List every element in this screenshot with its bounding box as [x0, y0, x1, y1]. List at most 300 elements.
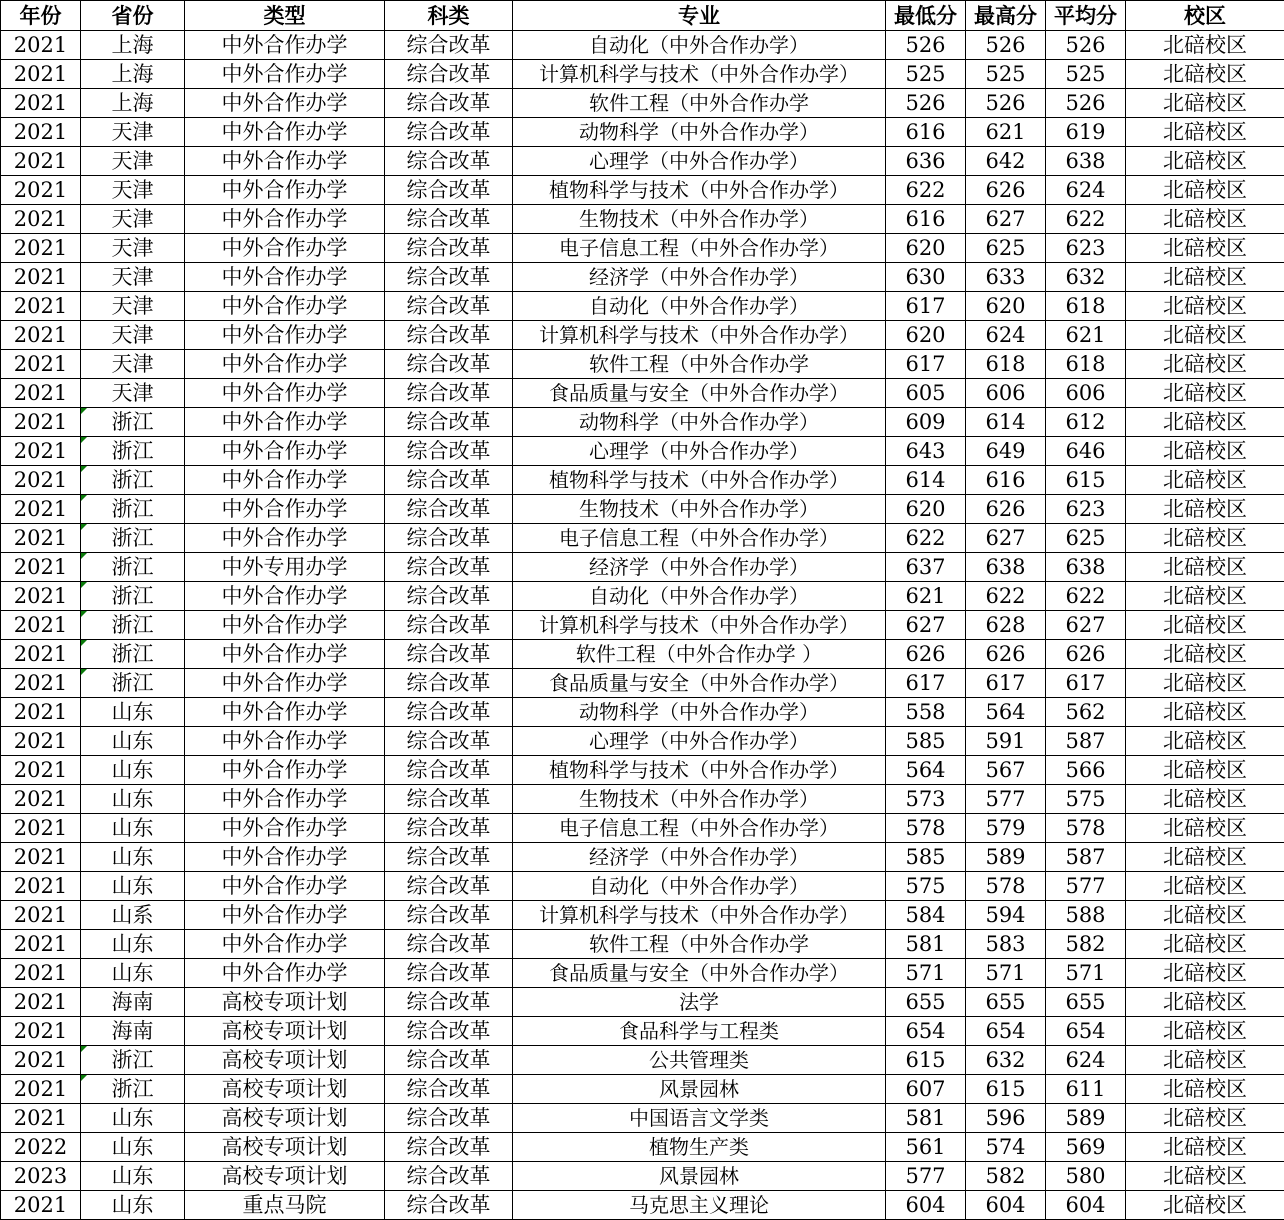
cell-max-score[interactable]: 526: [966, 31, 1046, 60]
cell-major[interactable]: 电子信息工程（中外合作办学）: [513, 234, 886, 263]
cell-year[interactable]: 2021: [1, 698, 81, 727]
cell-max-score[interactable]: 655: [966, 988, 1046, 1017]
cell-type[interactable]: 高校专项计划: [185, 1075, 385, 1104]
cell-type[interactable]: 高校专项计划: [185, 988, 385, 1017]
cell-major[interactable]: 经济学（中外合作办学）: [513, 553, 886, 582]
cell-campus[interactable]: 北碚校区: [1126, 89, 1284, 118]
cell-min-score[interactable]: 564: [886, 756, 966, 785]
cell-province[interactable]: 天津: [81, 263, 185, 292]
cell-province[interactable]: 天津: [81, 379, 185, 408]
cell-province[interactable]: 上海: [81, 60, 185, 89]
cell-category[interactable]: 综合改革: [385, 1162, 513, 1191]
cell-max-score[interactable]: 626: [966, 176, 1046, 205]
cell-campus[interactable]: 北碚校区: [1126, 553, 1284, 582]
cell-major[interactable]: 法学: [513, 988, 886, 1017]
cell-type[interactable]: 中外合作办学: [185, 292, 385, 321]
cell-year[interactable]: 2021: [1, 147, 81, 176]
cell-min-score[interactable]: 620: [886, 495, 966, 524]
cell-year[interactable]: 2021: [1, 118, 81, 147]
cell-avg-score[interactable]: 622: [1046, 205, 1126, 234]
cell-year[interactable]: 2021: [1, 1075, 81, 1104]
cell-province[interactable]: 浙江: [81, 611, 185, 640]
cell-major[interactable]: 马克思主义理论: [513, 1191, 886, 1220]
cell-category[interactable]: 综合改革: [385, 611, 513, 640]
cell-max-score[interactable]: 574: [966, 1133, 1046, 1162]
cell-type[interactable]: 中外合作办学: [185, 843, 385, 872]
cell-type[interactable]: 中外合作办学: [185, 756, 385, 785]
cell-category[interactable]: 综合改革: [385, 814, 513, 843]
cell-min-score[interactable]: 616: [886, 205, 966, 234]
cell-min-score[interactable]: 617: [886, 292, 966, 321]
cell-year[interactable]: 2021: [1, 1046, 81, 1075]
cell-type[interactable]: 高校专项计划: [185, 1046, 385, 1075]
cell-max-score[interactable]: 627: [966, 205, 1046, 234]
cell-category[interactable]: 综合改革: [385, 1046, 513, 1075]
cell-province[interactable]: 山东: [81, 727, 185, 756]
cell-category[interactable]: 综合改革: [385, 321, 513, 350]
cell-major[interactable]: 公共管理类: [513, 1046, 886, 1075]
cell-max-score[interactable]: 622: [966, 582, 1046, 611]
cell-year[interactable]: 2021: [1, 640, 81, 669]
cell-province[interactable]: 山东: [81, 1191, 185, 1220]
cell-category[interactable]: 综合改革: [385, 698, 513, 727]
cell-avg-score[interactable]: 638: [1046, 553, 1126, 582]
cell-year[interactable]: 2021: [1, 785, 81, 814]
cell-category[interactable]: 综合改革: [385, 147, 513, 176]
cell-min-score[interactable]: 605: [886, 379, 966, 408]
cell-category[interactable]: 综合改革: [385, 234, 513, 263]
cell-province[interactable]: 天津: [81, 292, 185, 321]
cell-province[interactable]: 天津: [81, 350, 185, 379]
cell-avg-score[interactable]: 624: [1046, 1046, 1126, 1075]
cell-campus[interactable]: 北碚校区: [1126, 379, 1284, 408]
cell-max-score[interactable]: 654: [966, 1017, 1046, 1046]
cell-max-score[interactable]: 579: [966, 814, 1046, 843]
cell-year[interactable]: 2021: [1, 872, 81, 901]
cell-year[interactable]: 2021: [1, 901, 81, 930]
cell-major[interactable]: 计算机科学与技术（中外合作办学）: [513, 321, 886, 350]
cell-category[interactable]: 综合改革: [385, 466, 513, 495]
cell-category[interactable]: 综合改革: [385, 1075, 513, 1104]
cell-province[interactable]: 山东: [81, 1162, 185, 1191]
cell-campus[interactable]: 北碚校区: [1126, 60, 1284, 89]
cell-province[interactable]: 浙江: [81, 669, 185, 698]
cell-campus[interactable]: 北碚校区: [1126, 1104, 1284, 1133]
cell-min-score[interactable]: 630: [886, 263, 966, 292]
cell-year[interactable]: 2021: [1, 234, 81, 263]
cell-max-score[interactable]: 526: [966, 89, 1046, 118]
cell-province[interactable]: 山东: [81, 930, 185, 959]
cell-major[interactable]: 风景园林: [513, 1075, 886, 1104]
cell-min-score[interactable]: 637: [886, 553, 966, 582]
cell-year[interactable]: 2021: [1, 176, 81, 205]
cell-min-score[interactable]: 617: [886, 669, 966, 698]
cell-category[interactable]: 综合改革: [385, 785, 513, 814]
cell-max-score[interactable]: 625: [966, 234, 1046, 263]
cell-year[interactable]: 2021: [1, 988, 81, 1017]
cell-campus[interactable]: 北碚校区: [1126, 1046, 1284, 1075]
cell-province[interactable]: 浙江: [81, 582, 185, 611]
cell-category[interactable]: 综合改革: [385, 263, 513, 292]
cell-campus[interactable]: 北碚校区: [1126, 698, 1284, 727]
cell-province[interactable]: 山东: [81, 756, 185, 785]
cell-major[interactable]: 电子信息工程（中外合作办学）: [513, 814, 886, 843]
cell-max-score[interactable]: 638: [966, 553, 1046, 582]
header-campus[interactable]: 校区: [1126, 1, 1284, 31]
cell-campus[interactable]: 北碚校区: [1126, 1133, 1284, 1162]
cell-province[interactable]: 天津: [81, 321, 185, 350]
cell-type[interactable]: 重点马院: [185, 1191, 385, 1220]
cell-type[interactable]: 中外合作办学: [185, 582, 385, 611]
cell-type[interactable]: 中外合作办学: [185, 901, 385, 930]
cell-province[interactable]: 浙江: [81, 1075, 185, 1104]
cell-campus[interactable]: 北碚校区: [1126, 930, 1284, 959]
cell-category[interactable]: 综合改革: [385, 495, 513, 524]
cell-avg-score[interactable]: 604: [1046, 1191, 1126, 1220]
cell-max-score[interactable]: 628: [966, 611, 1046, 640]
cell-campus[interactable]: 北碚校区: [1126, 205, 1284, 234]
cell-min-score[interactable]: 620: [886, 321, 966, 350]
cell-max-score[interactable]: 578: [966, 872, 1046, 901]
cell-avg-score[interactable]: 606: [1046, 379, 1126, 408]
cell-min-score[interactable]: 622: [886, 176, 966, 205]
cell-province[interactable]: 上海: [81, 31, 185, 60]
cell-province[interactable]: 天津: [81, 234, 185, 263]
cell-avg-score[interactable]: 578: [1046, 814, 1126, 843]
cell-avg-score[interactable]: 577: [1046, 872, 1126, 901]
cell-type[interactable]: 中外合作办学: [185, 31, 385, 60]
cell-max-score[interactable]: 615: [966, 1075, 1046, 1104]
cell-max-score[interactable]: 564: [966, 698, 1046, 727]
cell-major[interactable]: 中国语言文学类: [513, 1104, 886, 1133]
cell-category[interactable]: 综合改革: [385, 31, 513, 60]
cell-avg-score[interactable]: 526: [1046, 89, 1126, 118]
cell-category[interactable]: 综合改革: [385, 205, 513, 234]
cell-major[interactable]: 自动化（中外合作办学）: [513, 31, 886, 60]
cell-avg-score[interactable]: 582: [1046, 930, 1126, 959]
cell-max-score[interactable]: 618: [966, 350, 1046, 379]
cell-province[interactable]: 天津: [81, 147, 185, 176]
cell-category[interactable]: 综合改革: [385, 524, 513, 553]
cell-province[interactable]: 山东: [81, 785, 185, 814]
cell-avg-score[interactable]: 566: [1046, 756, 1126, 785]
cell-campus[interactable]: 北碚校区: [1126, 1162, 1284, 1191]
cell-avg-score[interactable]: 525: [1046, 60, 1126, 89]
cell-type[interactable]: 高校专项计划: [185, 1162, 385, 1191]
cell-category[interactable]: 综合改革: [385, 901, 513, 930]
cell-category[interactable]: 综合改革: [385, 872, 513, 901]
cell-min-score[interactable]: 581: [886, 1104, 966, 1133]
cell-campus[interactable]: 北碚校区: [1126, 872, 1284, 901]
cell-max-score[interactable]: 577: [966, 785, 1046, 814]
cell-category[interactable]: 综合改革: [385, 640, 513, 669]
cell-year[interactable]: 2021: [1, 379, 81, 408]
cell-year[interactable]: 2021: [1, 669, 81, 698]
header-category[interactable]: 科类: [385, 1, 513, 31]
cell-max-score[interactable]: 604: [966, 1191, 1046, 1220]
cell-type[interactable]: 中外合作办学: [185, 785, 385, 814]
cell-max-score[interactable]: 624: [966, 321, 1046, 350]
cell-max-score[interactable]: 616: [966, 466, 1046, 495]
cell-min-score[interactable]: 622: [886, 524, 966, 553]
cell-avg-score[interactable]: 623: [1046, 495, 1126, 524]
cell-year[interactable]: 2022: [1, 1133, 81, 1162]
cell-max-score[interactable]: 626: [966, 495, 1046, 524]
cell-min-score[interactable]: 585: [886, 727, 966, 756]
cell-type[interactable]: 中外合作办学: [185, 495, 385, 524]
cell-province[interactable]: 山东: [81, 698, 185, 727]
cell-min-score[interactable]: 526: [886, 31, 966, 60]
cell-category[interactable]: 综合改革: [385, 89, 513, 118]
cell-type[interactable]: 中外合作办学: [185, 147, 385, 176]
cell-year[interactable]: 2021: [1, 756, 81, 785]
cell-year[interactable]: 2021: [1, 814, 81, 843]
cell-avg-score[interactable]: 623: [1046, 234, 1126, 263]
cell-max-score[interactable]: 583: [966, 930, 1046, 959]
cell-type[interactable]: 中外合作办学: [185, 408, 385, 437]
cell-avg-score[interactable]: 655: [1046, 988, 1126, 1017]
cell-min-score[interactable]: 604: [886, 1191, 966, 1220]
cell-year[interactable]: 2021: [1, 437, 81, 466]
cell-year[interactable]: 2021: [1, 1191, 81, 1220]
cell-max-score[interactable]: 594: [966, 901, 1046, 930]
cell-min-score[interactable]: 627: [886, 611, 966, 640]
cell-avg-score[interactable]: 617: [1046, 669, 1126, 698]
cell-campus[interactable]: 北碚校区: [1126, 31, 1284, 60]
cell-year[interactable]: 2021: [1, 408, 81, 437]
cell-type[interactable]: 中外合作办学: [185, 727, 385, 756]
cell-min-score[interactable]: 575: [886, 872, 966, 901]
cell-major[interactable]: 食品质量与安全（中外合作办学）: [513, 379, 886, 408]
cell-major[interactable]: 食品质量与安全（中外合作办学）: [513, 669, 886, 698]
cell-year[interactable]: 2021: [1, 582, 81, 611]
cell-max-score[interactable]: 567: [966, 756, 1046, 785]
cell-major[interactable]: 动物科学（中外合作办学）: [513, 408, 886, 437]
cell-type[interactable]: 中外合作办学: [185, 350, 385, 379]
cell-avg-score[interactable]: 562: [1046, 698, 1126, 727]
cell-campus[interactable]: 北碚校区: [1126, 292, 1284, 321]
cell-major[interactable]: 经济学（中外合作办学）: [513, 843, 886, 872]
cell-max-score[interactable]: 626: [966, 640, 1046, 669]
cell-type[interactable]: 高校专项计划: [185, 1017, 385, 1046]
cell-province[interactable]: 上海: [81, 89, 185, 118]
cell-year[interactable]: 2021: [1, 31, 81, 60]
cell-type[interactable]: 中外专用办学: [185, 553, 385, 582]
cell-campus[interactable]: 北碚校区: [1126, 756, 1284, 785]
cell-type[interactable]: 中外合作办学: [185, 118, 385, 147]
cell-avg-score[interactable]: 589: [1046, 1104, 1126, 1133]
cell-min-score[interactable]: 616: [886, 118, 966, 147]
cell-avg-score[interactable]: 632: [1046, 263, 1126, 292]
cell-avg-score[interactable]: 638: [1046, 147, 1126, 176]
cell-year[interactable]: 2021: [1, 727, 81, 756]
cell-major[interactable]: 计算机科学与技术（中外合作办学）: [513, 901, 886, 930]
header-max-score[interactable]: 最高分: [966, 1, 1046, 31]
cell-major[interactable]: 生物技术（中外合作办学）: [513, 495, 886, 524]
cell-province[interactable]: 山东: [81, 843, 185, 872]
cell-year[interactable]: 2021: [1, 466, 81, 495]
cell-major[interactable]: 动物科学（中外合作办学）: [513, 698, 886, 727]
cell-year[interactable]: 2021: [1, 60, 81, 89]
cell-min-score[interactable]: 584: [886, 901, 966, 930]
cell-category[interactable]: 综合改革: [385, 756, 513, 785]
cell-major[interactable]: 风景园林: [513, 1162, 886, 1191]
cell-avg-score[interactable]: 626: [1046, 640, 1126, 669]
cell-major[interactable]: 生物技术（中外合作办学）: [513, 205, 886, 234]
header-type[interactable]: 类型: [185, 1, 385, 31]
cell-category[interactable]: 综合改革: [385, 1104, 513, 1133]
header-province[interactable]: 省份: [81, 1, 185, 31]
cell-max-score[interactable]: 621: [966, 118, 1046, 147]
cell-max-score[interactable]: 591: [966, 727, 1046, 756]
cell-type[interactable]: 中外合作办学: [185, 669, 385, 698]
cell-category[interactable]: 综合改革: [385, 292, 513, 321]
cell-type[interactable]: 高校专项计划: [185, 1133, 385, 1162]
cell-major[interactable]: 软件工程（中外合作办学: [513, 930, 886, 959]
cell-category[interactable]: 综合改革: [385, 437, 513, 466]
cell-year[interactable]: 2021: [1, 611, 81, 640]
cell-avg-score[interactable]: 619: [1046, 118, 1126, 147]
cell-min-score[interactable]: 626: [886, 640, 966, 669]
cell-type[interactable]: 中外合作办学: [185, 437, 385, 466]
cell-avg-score[interactable]: 624: [1046, 176, 1126, 205]
cell-min-score[interactable]: 525: [886, 60, 966, 89]
cell-year[interactable]: 2021: [1, 959, 81, 988]
cell-major[interactable]: 计算机科学与技术（中外合作办学）: [513, 611, 886, 640]
cell-year[interactable]: 2021: [1, 843, 81, 872]
cell-min-score[interactable]: 581: [886, 930, 966, 959]
cell-min-score[interactable]: 607: [886, 1075, 966, 1104]
cell-type[interactable]: 中外合作办学: [185, 234, 385, 263]
cell-category[interactable]: 综合改革: [385, 582, 513, 611]
cell-province[interactable]: 浙江: [81, 495, 185, 524]
cell-province[interactable]: 浙江: [81, 553, 185, 582]
cell-campus[interactable]: 北碚校区: [1126, 582, 1284, 611]
cell-type[interactable]: 中外合作办学: [185, 379, 385, 408]
cell-province[interactable]: 天津: [81, 118, 185, 147]
cell-campus[interactable]: 北碚校区: [1126, 988, 1284, 1017]
cell-avg-score[interactable]: 618: [1046, 292, 1126, 321]
cell-min-score[interactable]: 617: [886, 350, 966, 379]
cell-avg-score[interactable]: 611: [1046, 1075, 1126, 1104]
cell-category[interactable]: 综合改革: [385, 1017, 513, 1046]
cell-avg-score[interactable]: 618: [1046, 350, 1126, 379]
cell-category[interactable]: 综合改革: [385, 669, 513, 698]
cell-min-score[interactable]: 578: [886, 814, 966, 843]
cell-max-score[interactable]: 571: [966, 959, 1046, 988]
cell-category[interactable]: 综合改革: [385, 379, 513, 408]
cell-avg-score[interactable]: 646: [1046, 437, 1126, 466]
cell-major[interactable]: 动物科学（中外合作办学）: [513, 118, 886, 147]
cell-type[interactable]: 中外合作办学: [185, 263, 385, 292]
cell-max-score[interactable]: 614: [966, 408, 1046, 437]
cell-year[interactable]: 2021: [1, 930, 81, 959]
cell-year[interactable]: 2021: [1, 350, 81, 379]
cell-campus[interactable]: 北碚校区: [1126, 814, 1284, 843]
cell-year[interactable]: 2021: [1, 1017, 81, 1046]
cell-type[interactable]: 中外合作办学: [185, 872, 385, 901]
cell-avg-score[interactable]: 571: [1046, 959, 1126, 988]
cell-min-score[interactable]: 636: [886, 147, 966, 176]
cell-max-score[interactable]: 617: [966, 669, 1046, 698]
cell-campus[interactable]: 北碚校区: [1126, 785, 1284, 814]
cell-type[interactable]: 中外合作办学: [185, 959, 385, 988]
cell-category[interactable]: 综合改革: [385, 843, 513, 872]
cell-year[interactable]: 2021: [1, 553, 81, 582]
cell-max-score[interactable]: 649: [966, 437, 1046, 466]
cell-major[interactable]: 软件工程（中外合作办学: [513, 89, 886, 118]
header-min-score[interactable]: 最低分: [886, 1, 966, 31]
cell-avg-score[interactable]: 587: [1046, 727, 1126, 756]
cell-campus[interactable]: 北碚校区: [1126, 524, 1284, 553]
cell-year[interactable]: 2021: [1, 263, 81, 292]
cell-type[interactable]: 中外合作办学: [185, 60, 385, 89]
cell-avg-score[interactable]: 526: [1046, 31, 1126, 60]
cell-province[interactable]: 海南: [81, 988, 185, 1017]
cell-min-score[interactable]: 585: [886, 843, 966, 872]
cell-major[interactable]: 食品科学与工程类: [513, 1017, 886, 1046]
cell-type[interactable]: 中外合作办学: [185, 814, 385, 843]
cell-type[interactable]: 中外合作办学: [185, 176, 385, 205]
cell-avg-score[interactable]: 612: [1046, 408, 1126, 437]
cell-major[interactable]: 经济学（中外合作办学）: [513, 263, 886, 292]
cell-category[interactable]: 综合改革: [385, 176, 513, 205]
cell-type[interactable]: 中外合作办学: [185, 930, 385, 959]
cell-campus[interactable]: 北碚校区: [1126, 843, 1284, 872]
cell-campus[interactable]: 北碚校区: [1126, 263, 1284, 292]
cell-max-score[interactable]: 596: [966, 1104, 1046, 1133]
cell-min-score[interactable]: 620: [886, 234, 966, 263]
cell-year[interactable]: 2021: [1, 495, 81, 524]
cell-max-score[interactable]: 589: [966, 843, 1046, 872]
cell-max-score[interactable]: 627: [966, 524, 1046, 553]
cell-category[interactable]: 综合改革: [385, 1191, 513, 1220]
cell-province[interactable]: 浙江: [81, 466, 185, 495]
cell-major[interactable]: 植物生产类: [513, 1133, 886, 1162]
cell-type[interactable]: 中外合作办学: [185, 466, 385, 495]
cell-type[interactable]: 中外合作办学: [185, 89, 385, 118]
cell-min-score[interactable]: 577: [886, 1162, 966, 1191]
header-avg-score[interactable]: 平均分: [1046, 1, 1126, 31]
cell-campus[interactable]: 北碚校区: [1126, 901, 1284, 930]
header-major[interactable]: 专业: [513, 1, 886, 31]
cell-province[interactable]: 浙江: [81, 524, 185, 553]
cell-max-score[interactable]: 632: [966, 1046, 1046, 1075]
cell-category[interactable]: 综合改革: [385, 118, 513, 147]
header-year[interactable]: 年份: [1, 1, 81, 31]
cell-max-score[interactable]: 525: [966, 60, 1046, 89]
cell-avg-score[interactable]: 654: [1046, 1017, 1126, 1046]
cell-avg-score[interactable]: 621: [1046, 321, 1126, 350]
cell-category[interactable]: 综合改革: [385, 408, 513, 437]
cell-province[interactable]: 浙江: [81, 640, 185, 669]
cell-min-score[interactable]: 621: [886, 582, 966, 611]
cell-major[interactable]: 自动化（中外合作办学）: [513, 292, 886, 321]
cell-major[interactable]: 心理学（中外合作办学）: [513, 437, 886, 466]
cell-type[interactable]: 中外合作办学: [185, 321, 385, 350]
cell-campus[interactable]: 北碚校区: [1126, 959, 1284, 988]
cell-type[interactable]: 高校专项计划: [185, 1104, 385, 1133]
cell-province[interactable]: 浙江: [81, 408, 185, 437]
cell-year[interactable]: 2021: [1, 524, 81, 553]
cell-campus[interactable]: 北碚校区: [1126, 1075, 1284, 1104]
cell-min-score[interactable]: 615: [886, 1046, 966, 1075]
cell-min-score[interactable]: 654: [886, 1017, 966, 1046]
cell-avg-score[interactable]: 615: [1046, 466, 1126, 495]
cell-major[interactable]: 生物技术（中外合作办学）: [513, 785, 886, 814]
cell-campus[interactable]: 北碚校区: [1126, 1017, 1284, 1046]
cell-campus[interactable]: 北碚校区: [1126, 350, 1284, 379]
